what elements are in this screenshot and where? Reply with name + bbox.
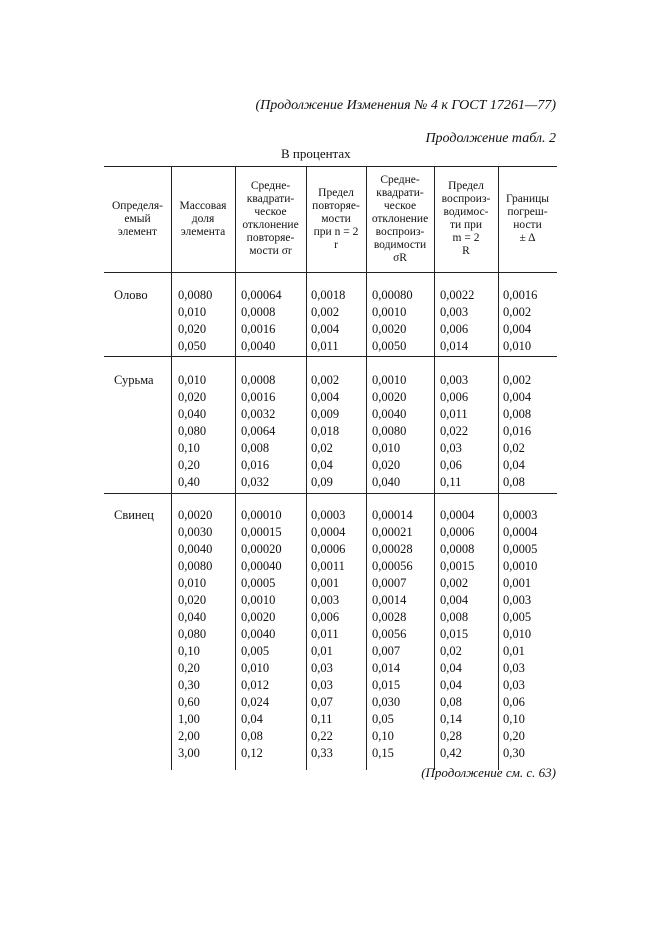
element-name: Свинец [114,508,154,522]
table-cell: 0,20 [503,729,525,743]
column-header-line: повторяе- [246,232,295,244]
element-name: Сурьма [114,373,154,387]
table-cell: 0,002 [440,576,469,590]
table-cell: 0,00021 [372,525,413,539]
table-cell: 0,0004 [311,525,346,539]
table-cell: 0,0003 [311,508,346,522]
table-cell: 0,0018 [311,288,346,302]
table-cell: 0,080 [178,627,207,641]
table-cell: 0,08 [503,475,525,489]
table-cell: 0,00040 [241,559,282,573]
table-cell: 0,09 [311,475,333,489]
table-cell: 0,01 [503,644,525,658]
table-cell: 1,00 [178,712,200,726]
table-cell: 0,0020 [372,322,407,336]
column-header-line: ± Δ [519,232,536,244]
table-row [104,524,557,541]
table-cell: 0,006 [311,610,340,624]
table-cell: 0,11 [311,712,333,726]
column-header-line: ти при [449,219,483,231]
table-row [104,338,557,355]
column-header [306,166,366,272]
table-cell: 0,018 [311,424,340,438]
table-cell: 0,0014 [372,593,407,607]
column-header [434,166,498,272]
column-header-line: ческое [383,199,417,212]
table-cell: 0,0016 [503,288,538,302]
table-row [104,609,557,626]
table-cell: 0,03 [503,661,525,675]
column-header-line: Определя- [112,199,163,212]
table-cell: 0,00014 [372,508,413,522]
units-label: В процентах [281,146,351,161]
table-cell: 0,020 [178,593,207,607]
table-cell: 0,0028 [372,610,407,624]
column-header-line: отклонение [371,212,429,225]
table-cell: 0,0011 [311,559,345,573]
table-cell: 0,04 [440,678,462,692]
table-cell: 0,014 [440,339,469,353]
table-row [104,694,557,711]
column-header-line: мости [321,212,351,225]
table-row [104,643,557,660]
table-cell: 0,005 [241,644,270,658]
table-row [104,389,557,406]
table-cell: 0,005 [503,610,532,624]
table-cell: 0,002 [503,305,532,319]
table-cell: 0,0008 [241,305,276,319]
column-header-line: воспроиз- [375,225,425,238]
column-header-line: σR [393,251,407,264]
table-row [104,728,557,745]
table-cell: 0,00056 [372,559,413,573]
table-cell: 0,0080 [178,288,213,302]
table-cell: 0,010 [503,627,532,641]
table-cell: 0,0006 [311,542,346,556]
table-cell: 0,0040 [372,407,407,421]
table-cell: 0,0008 [440,542,475,556]
table-row [104,507,557,524]
table-cell: 0,0040 [178,542,213,556]
column-header-line: водимос- [443,206,489,218]
column-header-line: ности [513,219,542,231]
table-cell: 0,02 [440,644,462,658]
table-cell: 0,040 [372,475,401,489]
column-header [366,166,434,272]
table-cell: 0,06 [440,458,462,472]
table-row [104,474,557,491]
column-header-line: повторяе- [312,199,360,212]
table-cell: 0,003 [440,373,469,387]
table-cell: 0,016 [503,424,532,438]
table-cell: 0,010 [372,441,401,455]
table-cell: 0,0006 [440,525,475,539]
table-row [104,592,557,609]
table-cell: 0,04 [311,458,333,472]
table-cell: 0,050 [178,339,207,353]
column-header-line: Средне- [380,173,420,186]
column-header-line: Средне- [250,180,291,192]
table-cell: 0,30 [178,678,200,692]
table-cell: 0,0008 [241,373,276,387]
table-cell: 0,03 [440,441,462,455]
table-cell: 0,00028 [372,542,413,556]
table-cell: 0,004 [503,322,532,336]
table-cell: 0,0050 [372,339,407,353]
table-cell: 0,20 [178,661,200,675]
column-header-line: отклонение [242,219,299,231]
table-cell: 0,008 [241,441,270,455]
table-cell: 0,080 [178,424,207,438]
column-header-line: ческое [254,206,287,218]
table-cell: 0,0064 [241,424,276,438]
table-cell: 0,003 [311,593,340,607]
table-cell: 0,022 [440,424,469,438]
table-row [104,541,557,558]
table-cell: 0,030 [372,695,401,709]
table-row [104,558,557,575]
table-cell: 0,0005 [241,576,276,590]
table-cell: 0,08 [440,695,462,709]
table-cell: 0,0010 [503,559,538,573]
table-cell: 0,006 [440,390,469,404]
table-row [104,745,557,762]
table-cell: 0,004 [311,322,340,336]
table-cell: 0,020 [178,322,207,336]
table-row [104,677,557,694]
table-cell: 0,14 [440,712,462,726]
table-cell: 0,60 [178,695,200,709]
table-cell: 0,001 [503,576,532,590]
column-header-line: m = 2 [452,232,480,244]
table-cell: 0,42 [440,746,462,760]
table-row [104,626,557,643]
table-cell: 0,024 [241,695,270,709]
table-cell: 0,00020 [241,542,282,556]
table-cell: 0,011 [311,339,339,353]
table-cell: 0,0015 [440,559,475,573]
table-cell: 0,00010 [241,508,282,522]
table-cell: 0,008 [503,407,532,421]
table-cell: 0,40 [178,475,200,489]
element-name: Олово [114,288,148,302]
table-cell: 0,22 [311,729,333,743]
table-cell: 0,002 [503,373,532,387]
table-row [104,711,557,728]
table-cell: 0,04 [503,458,525,472]
column-header-line: квадрати- [376,186,424,199]
column-header-line: r [334,238,338,251]
table-cell: 0,0003 [503,508,538,522]
table-cell: 0,006 [440,322,469,336]
table-row [104,575,557,592]
table-cell: 0,015 [440,627,469,641]
table-cell: 0,004 [440,593,469,607]
column-header-line: Массовая [179,199,227,212]
table-row [104,440,557,457]
table-cell: 0,0080 [372,424,407,438]
table-row [104,304,557,321]
column-header [498,166,557,272]
column-header-line: R [462,245,470,257]
table-cell: 0,0004 [503,525,538,539]
table-cell: 0,02 [503,441,525,455]
table-cell: 0,040 [178,610,207,624]
column-header-line: водимости [373,238,427,251]
column-header [104,166,171,272]
table-cell: 0,06 [503,695,525,709]
table-cell: 0,30 [503,746,525,760]
table-cell: 0,0016 [241,322,276,336]
table-cell: 0,0016 [241,390,276,404]
table-cell: 0,0040 [241,627,276,641]
table-cell: 0,10 [503,712,525,726]
column-header-line: мости σr [249,245,292,257]
table-row [104,372,557,389]
column-header-line: квадрати- [246,193,295,205]
column-header-line: Границы [506,193,549,205]
table-cell: 0,014 [372,661,401,675]
column-header-line: Предел [448,180,484,192]
table-cell: 0,00064 [241,288,282,302]
table-cell: 0,008 [440,610,469,624]
table-cell: 0,0005 [503,542,538,556]
table-cell: 0,002 [311,305,340,319]
column-header-line: элемент [117,225,158,238]
table-cell: 0,004 [503,390,532,404]
table-row [104,660,557,677]
table-cell: 2,00 [178,729,200,743]
table-cell: 0,04 [440,661,462,675]
table-cell: 0,28 [440,729,462,743]
table-cell: 0,00080 [372,288,413,302]
table-cell: 3,00 [178,746,200,760]
table-cell: 0,10 [178,441,200,455]
table-cell: 0,20 [178,458,200,472]
table-cell: 0,0020 [372,390,407,404]
table-cell: 0,0020 [241,610,276,624]
table-cell: 0,0004 [440,508,475,522]
table-cell: 0,007 [372,644,401,658]
table-cell: 0,010 [178,305,207,319]
table-cell: 0,0032 [241,407,276,421]
table-cell: 0,0007 [372,576,407,590]
table-cell: 0,010 [178,576,207,590]
table-cell: 0,03 [503,678,525,692]
column-header-line: Предел [318,186,354,199]
table-cell: 0,011 [311,627,339,641]
table-cell: 0,02 [311,441,333,455]
table-cell: 0,0010 [372,305,407,319]
table-cell: 0,07 [311,695,333,709]
table-cell: 0,012 [241,678,270,692]
table-cell: 0,011 [440,407,468,421]
table-row [104,321,557,338]
table-cell: 0,10 [178,644,200,658]
column-header-line: элемента [180,225,226,238]
table-cell: 0,002 [311,373,340,387]
column-header-line: воспроиз- [441,193,491,205]
column-header [171,166,235,272]
table-cell: 0,010 [241,661,270,675]
table-row [104,287,557,304]
table-row [104,406,557,423]
table-cell: 0,0080 [178,559,213,573]
table-cell: 0,0010 [241,593,276,607]
table-cell: 0,00015 [241,525,282,539]
column-header-line: доля [191,212,215,225]
table-cell: 0,05 [372,712,394,726]
table-cell: 0,032 [241,475,270,489]
table-cell: 0,03 [311,661,333,675]
table-cell: 0,0022 [440,288,475,302]
table-row [104,423,557,440]
amendment-header: (Продолжение Изменения № 4 к ГОСТ 17261—77) [255,98,556,113]
table-cell: 0,004 [311,390,340,404]
table-cell: 0,08 [241,729,263,743]
table-cell: 0,003 [503,593,532,607]
table-cell: 0,33 [311,746,333,760]
table-cell: 0,001 [311,576,340,590]
column-header-line: при n = 2 [313,225,359,238]
table-cell: 0,010 [503,339,532,353]
table-cell: 0,0030 [178,525,213,539]
table-cell: 0,10 [372,729,394,743]
table-cell: 0,020 [372,458,401,472]
table-row [104,457,557,474]
table-cell: 0,01 [311,644,333,658]
table-cell: 0,12 [241,746,263,760]
table-cell: 0,0056 [372,627,407,641]
continuation-footer: (Продолжение см. с. 63) [421,765,556,780]
table-cell: 0,015 [372,678,401,692]
column-header-line: погреш- [507,206,548,218]
table-cell: 0,003 [440,305,469,319]
table-cell: 0,15 [372,746,394,760]
table-cell: 0,04 [241,712,263,726]
table-cell: 0,020 [178,390,207,404]
table-cell: 0,009 [311,407,340,421]
table-cell: 0,11 [440,475,462,489]
column-header [235,166,306,272]
table-cell: 0,040 [178,407,207,421]
table-cell: 0,03 [311,678,333,692]
column-header-line: емый [124,212,151,225]
table-cell: 0,0040 [241,339,276,353]
table-cell: 0,010 [178,373,207,387]
table-cell: 0,0020 [178,508,213,522]
table-cell: 0,0010 [372,373,407,387]
table-cell: 0,016 [241,458,270,472]
table-continuation-label: Продолжение табл. 2 [425,131,556,146]
